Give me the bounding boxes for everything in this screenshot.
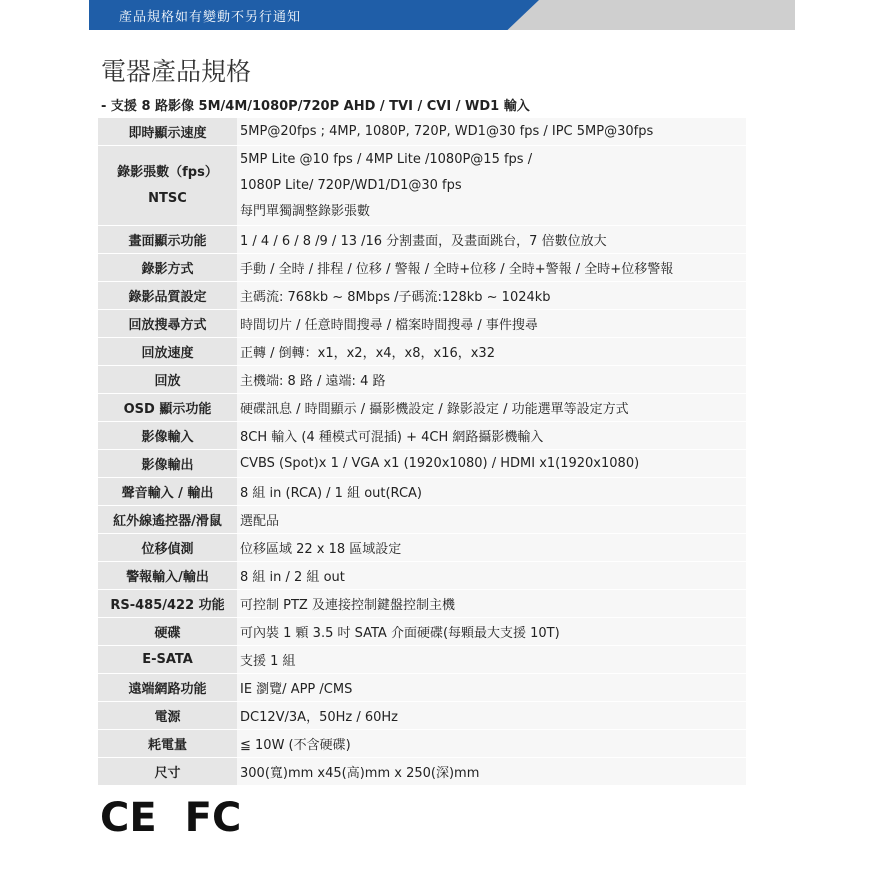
table-row [98, 534, 746, 562]
table-row [98, 674, 746, 702]
spec-value-line: 每門單獨調整錄影張數 [240, 203, 371, 219]
banner-text: 產品規格如有變動不另行通知 [119, 10, 302, 25]
fcc-mark-icon: FC [184, 795, 242, 841]
spec-value: 硬碟訊息 / 時間顯示 / 攝影機設定 / 錄影設定 / 功能選單等設定方式 [237, 394, 746, 422]
table-row [98, 282, 746, 310]
table-row [98, 590, 746, 618]
spec-value: 手動 / 全時 / 排程 / 位移 / 警報 / 全時+位移 / 全時+警報 / 全時+位移警報 [237, 254, 746, 282]
spec-value-line: 1080P Lite/ 720P/WD1/D1@30 fps [240, 177, 462, 193]
certification-marks [100, 795, 241, 841]
spec-value: 主碼流: 768kb ~ 8Mbps /子碼流:128kb ~ 1024kb [237, 282, 746, 310]
spec-value: 正轉 / 倒轉：x1，x2，x4，x8，x16，x32 [237, 338, 746, 366]
spec-label: 硬碟 [98, 618, 237, 646]
table-row [98, 562, 746, 590]
spec-label: OSD 顯示功能 [98, 394, 237, 422]
spec-value: 時間切片 / 任意時間搜尋 / 檔案時間搜尋 / 事件搜尋 [237, 310, 746, 338]
table-row [98, 506, 746, 534]
spec-label: 聲音輸入 / 輸出 [98, 478, 237, 506]
spec-label: 尺寸 [98, 758, 237, 786]
table-row [98, 254, 746, 282]
spec-label: 畫面顯示功能 [98, 226, 237, 254]
spec-value: 1 / 4 / 6 / 8 /9 / 13 /16 分割畫面，及畫面跳台，7 倍數位放大 [237, 226, 746, 254]
spec-value: 8CH 輸入 (4 種模式可混插) + 4CH 網路攝影機輸入 [237, 422, 746, 450]
spec-label: 位移偵測 [98, 534, 237, 562]
spec-label-line: NTSC [148, 190, 187, 206]
spec-value: 可內裝 1 顆 3.5 吋 SATA 介面硬碟(每顆最大支援 10T) [237, 618, 746, 646]
table-row [98, 450, 746, 478]
spec-value: CVBS (Spot)x 1 / VGA x1 (1920x1080) / HDMI x1(1920x1080) [237, 450, 746, 478]
spec-value-line: 5MP Lite @10 fps / 4MP Lite /1080P@15 fps / [240, 151, 533, 167]
spec-label [98, 146, 237, 226]
spec-value: 可控制 PTZ 及連接控制鍵盤控制主機 [237, 590, 746, 618]
spec-value: 8 組 in (RCA) / 1 組 out(RCA) [237, 478, 746, 506]
table-row [98, 394, 746, 422]
spec-label: 即時顯示速度 [98, 118, 237, 146]
spec-label: 回放 [98, 366, 237, 394]
table-row [98, 646, 746, 674]
table-row [98, 366, 746, 394]
table-row [98, 758, 746, 786]
table-row [98, 226, 746, 254]
spec-value: 選配品 [237, 506, 746, 534]
table-row [98, 618, 746, 646]
spec-label: 影像輸入 [98, 422, 237, 450]
spec-value: IE 瀏覽/ APP /CMS [237, 674, 746, 702]
spec-label: 警報輸入/輸出 [98, 562, 237, 590]
spec-value: 主機端: 8 路 / 遠端: 4 路 [237, 366, 746, 394]
spec-label: 影像輸出 [98, 450, 237, 478]
spec-value: DC12V/3A，50Hz / 60Hz [237, 702, 746, 730]
spec-label: 遠端網路功能 [98, 674, 237, 702]
spec-label: 錄影方式 [98, 254, 237, 282]
table-row [98, 478, 746, 506]
table-row [98, 338, 746, 366]
spec-value: 8 組 in / 2 組 out [237, 562, 746, 590]
spec-label: 錄影品質設定 [98, 282, 237, 310]
spec-value: 支援 1 組 [237, 646, 746, 674]
spec-value: ≦ 10W (不含硬碟) [237, 730, 746, 758]
subtitle: - 支援 8 路影像 5M/4M/1080P/720P AHD / TVI / CVI / WD1 輸入 [101, 99, 530, 114]
spec-value [237, 146, 746, 226]
table-row [98, 146, 746, 226]
spec-label: 耗電量 [98, 730, 237, 758]
table-row [98, 702, 746, 730]
spec-label: 電源 [98, 702, 237, 730]
spec-label: RS-485/422 功能 [98, 590, 237, 618]
spec-label: 紅外線遙控器/滑鼠 [98, 506, 237, 534]
spec-table [98, 118, 746, 786]
spec-label: 回放搜尋方式 [98, 310, 237, 338]
table-row [98, 118, 746, 146]
spec-label-line: 錄影張數（fps） [117, 164, 218, 180]
spec-value: 5MP@20fps ; 4MP, 1080P, 720P, WD1@30 fps / IPC 5MP@30fps [237, 118, 746, 146]
page-title: 電器產品規格 [101, 57, 252, 86]
spec-value: 300(寬)mm x45(高)mm x 250(深)mm [237, 758, 746, 786]
spec-label: E-SATA [98, 646, 237, 674]
ce-mark-icon: CE [100, 795, 157, 841]
spec-value: 位移區域 22 x 18 區域設定 [237, 534, 746, 562]
table-row [98, 310, 746, 338]
table-row [98, 730, 746, 758]
table-row [98, 422, 746, 450]
spec-label: 回放速度 [98, 338, 237, 366]
